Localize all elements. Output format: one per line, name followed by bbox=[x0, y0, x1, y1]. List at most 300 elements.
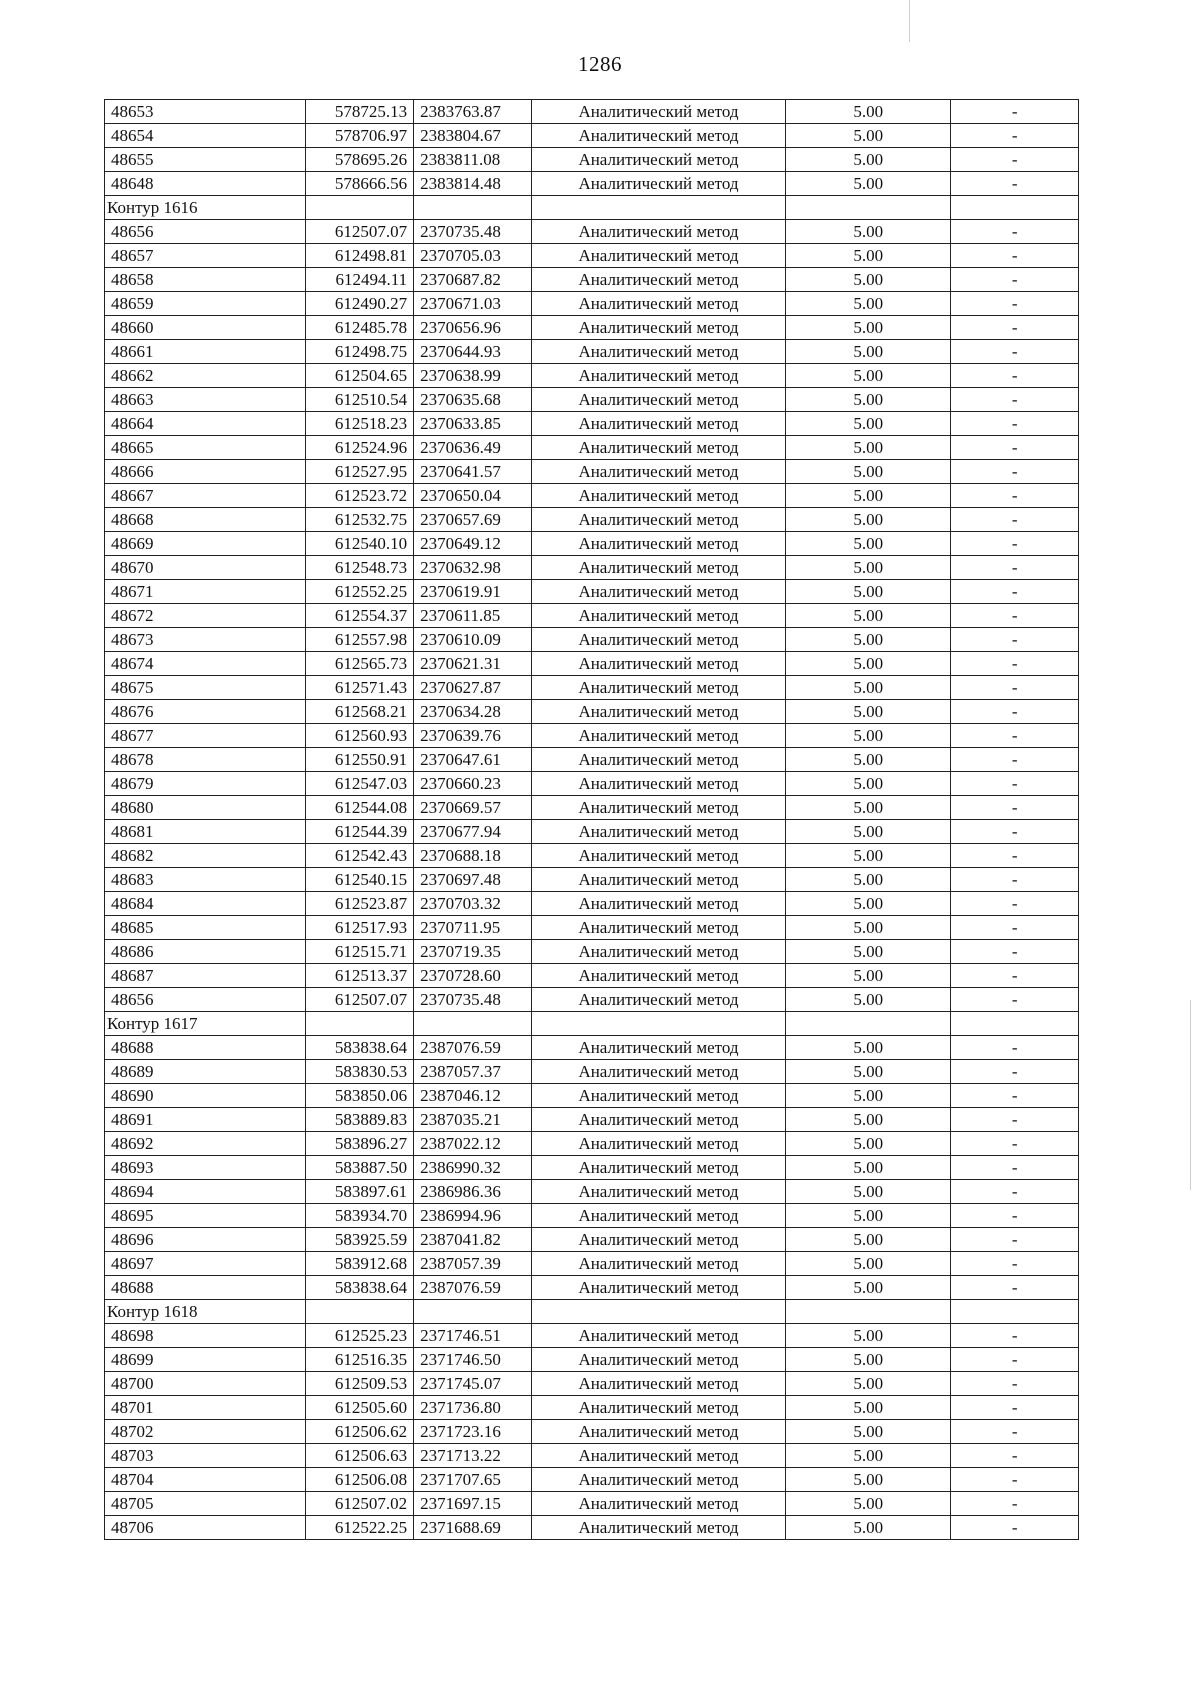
contour-label-cell: Контур 1617 bbox=[105, 1012, 306, 1036]
method-cell: Аналитический метод bbox=[531, 1252, 785, 1276]
error-value-cell: 5.00 bbox=[786, 340, 951, 364]
x-coordinate-cell: 612524.96 bbox=[306, 436, 414, 460]
method-cell: Аналитический метод bbox=[531, 820, 785, 844]
table-row bbox=[105, 892, 1079, 916]
y-coordinate-cell: 2370610.09 bbox=[414, 628, 532, 652]
note-cell: - bbox=[951, 1324, 1079, 1348]
note-cell: - bbox=[951, 748, 1079, 772]
note-cell: - bbox=[951, 1492, 1079, 1516]
table-row bbox=[105, 844, 1079, 868]
note-cell: - bbox=[951, 1396, 1079, 1420]
table-row bbox=[105, 988, 1079, 1012]
method-cell: Аналитический метод bbox=[531, 556, 785, 580]
point-id-cell: 48692 bbox=[105, 1132, 306, 1156]
note-cell: - bbox=[951, 268, 1079, 292]
method-cell: Аналитический метод bbox=[531, 1180, 785, 1204]
error-value-cell: 5.00 bbox=[786, 1468, 951, 1492]
point-id-cell: 48664 bbox=[105, 412, 306, 436]
point-id-cell: 48690 bbox=[105, 1084, 306, 1108]
error-value-cell: 5.00 bbox=[786, 1372, 951, 1396]
note-cell: - bbox=[951, 1228, 1079, 1252]
y-coordinate-cell: 2371745.07 bbox=[414, 1372, 532, 1396]
y-coordinate-cell: 2370635.68 bbox=[414, 388, 532, 412]
table-row bbox=[105, 1204, 1079, 1228]
y-coordinate-cell: 2387057.39 bbox=[414, 1252, 532, 1276]
x-coordinate-cell: 612504.65 bbox=[306, 364, 414, 388]
table-row bbox=[105, 292, 1079, 316]
x-coordinate-cell: 612517.93 bbox=[306, 916, 414, 940]
method-cell: Аналитический метод bbox=[531, 700, 785, 724]
y-coordinate-cell: 2387035.21 bbox=[414, 1108, 532, 1132]
method-cell: Аналитический метод bbox=[531, 1372, 785, 1396]
error-value-cell: 5.00 bbox=[786, 1252, 951, 1276]
empty-cell bbox=[306, 1300, 414, 1324]
point-id-cell: 48675 bbox=[105, 676, 306, 700]
error-value-cell: 5.00 bbox=[786, 436, 951, 460]
y-coordinate-cell: 2370711.95 bbox=[414, 916, 532, 940]
method-cell: Аналитический метод bbox=[531, 916, 785, 940]
note-cell: - bbox=[951, 1204, 1079, 1228]
error-value-cell: 5.00 bbox=[786, 1156, 951, 1180]
x-coordinate-cell: 612506.62 bbox=[306, 1420, 414, 1444]
note-cell: - bbox=[951, 844, 1079, 868]
x-coordinate-cell: 612494.11 bbox=[306, 268, 414, 292]
error-value-cell: 5.00 bbox=[786, 316, 951, 340]
x-coordinate-cell: 612510.54 bbox=[306, 388, 414, 412]
y-coordinate-cell: 2387022.12 bbox=[414, 1132, 532, 1156]
method-cell: Аналитический метод bbox=[531, 1084, 785, 1108]
x-coordinate-cell: 612571.43 bbox=[306, 676, 414, 700]
method-cell: Аналитический метод bbox=[531, 1444, 785, 1468]
method-cell: Аналитический метод bbox=[531, 364, 785, 388]
error-value-cell: 5.00 bbox=[786, 628, 951, 652]
empty-cell bbox=[531, 1300, 785, 1324]
table-row bbox=[105, 1468, 1079, 1492]
point-id-cell: 48680 bbox=[105, 796, 306, 820]
x-coordinate-cell: 612505.60 bbox=[306, 1396, 414, 1420]
y-coordinate-cell: 2387057.37 bbox=[414, 1060, 532, 1084]
note-cell: - bbox=[951, 940, 1079, 964]
method-cell: Аналитический метод bbox=[531, 748, 785, 772]
note-cell: - bbox=[951, 124, 1079, 148]
point-id-cell: 48688 bbox=[105, 1036, 306, 1060]
x-coordinate-cell: 583925.59 bbox=[306, 1228, 414, 1252]
error-value-cell: 5.00 bbox=[786, 820, 951, 844]
empty-cell bbox=[306, 196, 414, 220]
error-value-cell: 5.00 bbox=[786, 292, 951, 316]
note-cell: - bbox=[951, 820, 1079, 844]
x-coordinate-cell: 583934.70 bbox=[306, 1204, 414, 1228]
error-value-cell: 5.00 bbox=[786, 1204, 951, 1228]
error-value-cell: 5.00 bbox=[786, 148, 951, 172]
method-cell: Аналитический метод bbox=[531, 604, 785, 628]
x-coordinate-cell: 612509.53 bbox=[306, 1372, 414, 1396]
error-value-cell: 5.00 bbox=[786, 172, 951, 196]
method-cell: Аналитический метод bbox=[531, 940, 785, 964]
y-coordinate-cell: 2371746.51 bbox=[414, 1324, 532, 1348]
method-cell: Аналитический метод bbox=[531, 1420, 785, 1444]
error-value-cell: 5.00 bbox=[786, 532, 951, 556]
y-coordinate-cell: 2370688.18 bbox=[414, 844, 532, 868]
note-cell: - bbox=[951, 148, 1079, 172]
point-id-cell: 48695 bbox=[105, 1204, 306, 1228]
table-row bbox=[105, 316, 1079, 340]
method-cell: Аналитический метод bbox=[531, 340, 785, 364]
table-row bbox=[105, 1036, 1079, 1060]
point-id-cell: 48681 bbox=[105, 820, 306, 844]
x-coordinate-cell: 612525.23 bbox=[306, 1324, 414, 1348]
x-coordinate-cell: 583830.53 bbox=[306, 1060, 414, 1084]
table-row bbox=[105, 916, 1079, 940]
method-cell: Аналитический метод bbox=[531, 1228, 785, 1252]
point-id-cell: 48685 bbox=[105, 916, 306, 940]
error-value-cell: 5.00 bbox=[786, 460, 951, 484]
note-cell: - bbox=[951, 892, 1079, 916]
point-id-cell: 48670 bbox=[105, 556, 306, 580]
method-cell: Аналитический метод bbox=[531, 796, 785, 820]
y-coordinate-cell: 2387076.59 bbox=[414, 1276, 532, 1300]
error-value-cell: 5.00 bbox=[786, 1348, 951, 1372]
empty-cell bbox=[414, 1300, 532, 1324]
x-coordinate-cell: 612550.91 bbox=[306, 748, 414, 772]
table-row bbox=[105, 508, 1079, 532]
x-coordinate-cell: 612498.81 bbox=[306, 244, 414, 268]
error-value-cell: 5.00 bbox=[786, 772, 951, 796]
point-id-cell: 48679 bbox=[105, 772, 306, 796]
error-value-cell: 5.00 bbox=[786, 388, 951, 412]
method-cell: Аналитический метод bbox=[531, 508, 785, 532]
table-row bbox=[105, 964, 1079, 988]
point-id-cell: 48661 bbox=[105, 340, 306, 364]
error-value-cell: 5.00 bbox=[786, 268, 951, 292]
method-cell: Аналитический метод bbox=[531, 988, 785, 1012]
table-row bbox=[105, 1396, 1079, 1420]
error-value-cell: 5.00 bbox=[786, 940, 951, 964]
method-cell: Аналитический метод bbox=[531, 412, 785, 436]
x-coordinate-cell: 612490.27 bbox=[306, 292, 414, 316]
y-coordinate-cell: 2370650.04 bbox=[414, 484, 532, 508]
point-id-cell: 48694 bbox=[105, 1180, 306, 1204]
x-coordinate-cell: 583838.64 bbox=[306, 1276, 414, 1300]
error-value-cell: 5.00 bbox=[786, 1276, 951, 1300]
note-cell: - bbox=[951, 100, 1079, 124]
x-coordinate-cell: 612506.08 bbox=[306, 1468, 414, 1492]
y-coordinate-cell: 2370719.35 bbox=[414, 940, 532, 964]
note-cell: - bbox=[951, 1108, 1079, 1132]
table-row bbox=[105, 460, 1079, 484]
note-cell: - bbox=[951, 772, 1079, 796]
point-id-cell: 48678 bbox=[105, 748, 306, 772]
y-coordinate-cell: 2370636.49 bbox=[414, 436, 532, 460]
note-cell: - bbox=[951, 604, 1079, 628]
note-cell: - bbox=[951, 796, 1079, 820]
method-cell: Аналитический метод bbox=[531, 292, 785, 316]
point-id-cell: 48663 bbox=[105, 388, 306, 412]
y-coordinate-cell: 2370619.91 bbox=[414, 580, 532, 604]
x-coordinate-cell: 578666.56 bbox=[306, 172, 414, 196]
note-cell: - bbox=[951, 580, 1079, 604]
y-coordinate-cell: 2371723.16 bbox=[414, 1420, 532, 1444]
table-row bbox=[105, 724, 1079, 748]
error-value-cell: 5.00 bbox=[786, 508, 951, 532]
method-cell: Аналитический метод bbox=[531, 316, 785, 340]
note-cell: - bbox=[951, 532, 1079, 556]
table-row bbox=[105, 628, 1079, 652]
y-coordinate-cell: 2370639.76 bbox=[414, 724, 532, 748]
error-value-cell: 5.00 bbox=[786, 748, 951, 772]
coordinates-table bbox=[104, 99, 1079, 1540]
x-coordinate-cell: 612552.25 bbox=[306, 580, 414, 604]
table-row bbox=[105, 364, 1079, 388]
x-coordinate-cell: 612485.78 bbox=[306, 316, 414, 340]
point-id-cell: 48705 bbox=[105, 1492, 306, 1516]
y-coordinate-cell: 2370647.61 bbox=[414, 748, 532, 772]
table-row bbox=[105, 148, 1079, 172]
error-value-cell: 5.00 bbox=[786, 964, 951, 988]
note-cell: - bbox=[951, 364, 1079, 388]
error-value-cell: 5.00 bbox=[786, 1108, 951, 1132]
error-value-cell: 5.00 bbox=[786, 988, 951, 1012]
note-cell: - bbox=[951, 556, 1079, 580]
point-id-cell: 48669 bbox=[105, 532, 306, 556]
method-cell: Аналитический метод bbox=[531, 1156, 785, 1180]
table-row bbox=[105, 1060, 1079, 1084]
table-row bbox=[105, 604, 1079, 628]
x-coordinate-cell: 612523.87 bbox=[306, 892, 414, 916]
note-cell: - bbox=[951, 1372, 1079, 1396]
method-cell: Аналитический метод bbox=[531, 436, 785, 460]
y-coordinate-cell: 2371713.22 bbox=[414, 1444, 532, 1468]
y-coordinate-cell: 2370705.03 bbox=[414, 244, 532, 268]
empty-cell bbox=[786, 1300, 951, 1324]
table-row bbox=[105, 1228, 1079, 1252]
method-cell: Аналитический метод bbox=[531, 724, 785, 748]
point-id-cell: 48700 bbox=[105, 1372, 306, 1396]
method-cell: Аналитический метод bbox=[531, 484, 785, 508]
y-coordinate-cell: 2386994.96 bbox=[414, 1204, 532, 1228]
note-cell: - bbox=[951, 628, 1079, 652]
point-id-cell: 48666 bbox=[105, 460, 306, 484]
error-value-cell: 5.00 bbox=[786, 1492, 951, 1516]
note-cell: - bbox=[951, 1036, 1079, 1060]
note-cell: - bbox=[951, 868, 1079, 892]
table-row bbox=[105, 412, 1079, 436]
x-coordinate-cell: 583838.64 bbox=[306, 1036, 414, 1060]
point-id-cell: 48703 bbox=[105, 1444, 306, 1468]
note-cell: - bbox=[951, 1084, 1079, 1108]
table-row bbox=[105, 676, 1079, 700]
point-id-cell: 48656 bbox=[105, 988, 306, 1012]
error-value-cell: 5.00 bbox=[786, 652, 951, 676]
x-coordinate-cell: 612532.75 bbox=[306, 508, 414, 532]
empty-cell bbox=[951, 1012, 1079, 1036]
x-coordinate-cell: 612565.73 bbox=[306, 652, 414, 676]
method-cell: Аналитический метод bbox=[531, 1396, 785, 1420]
table-row bbox=[105, 1132, 1079, 1156]
method-cell: Аналитический метод bbox=[531, 1468, 785, 1492]
table-row bbox=[105, 748, 1079, 772]
table-row bbox=[105, 556, 1079, 580]
y-coordinate-cell: 2386986.36 bbox=[414, 1180, 532, 1204]
x-coordinate-cell: 612522.25 bbox=[306, 1516, 414, 1540]
table-row bbox=[105, 1372, 1079, 1396]
method-cell: Аналитический метод bbox=[531, 1132, 785, 1156]
point-id-cell: 48668 bbox=[105, 508, 306, 532]
y-coordinate-cell: 2370611.85 bbox=[414, 604, 532, 628]
y-coordinate-cell: 2370671.03 bbox=[414, 292, 532, 316]
x-coordinate-cell: 612498.75 bbox=[306, 340, 414, 364]
point-id-cell: 48673 bbox=[105, 628, 306, 652]
point-id-cell: 48672 bbox=[105, 604, 306, 628]
table-row bbox=[105, 100, 1079, 124]
note-cell: - bbox=[951, 964, 1079, 988]
note-cell: - bbox=[951, 916, 1079, 940]
note-cell: - bbox=[951, 1420, 1079, 1444]
scan-artifact-line bbox=[1190, 1000, 1191, 1190]
method-cell: Аналитический метод bbox=[531, 892, 785, 916]
point-id-cell: 48648 bbox=[105, 172, 306, 196]
x-coordinate-cell: 612542.43 bbox=[306, 844, 414, 868]
note-cell: - bbox=[951, 1444, 1079, 1468]
point-id-cell: 48665 bbox=[105, 436, 306, 460]
x-coordinate-cell: 612527.95 bbox=[306, 460, 414, 484]
y-coordinate-cell: 2370627.87 bbox=[414, 676, 532, 700]
y-coordinate-cell: 2370697.48 bbox=[414, 868, 532, 892]
method-cell: Аналитический метод bbox=[531, 100, 785, 124]
empty-cell bbox=[951, 1300, 1079, 1324]
point-id-cell: 48706 bbox=[105, 1516, 306, 1540]
method-cell: Аналитический метод bbox=[531, 676, 785, 700]
point-id-cell: 48658 bbox=[105, 268, 306, 292]
empty-cell bbox=[531, 1012, 785, 1036]
point-id-cell: 48704 bbox=[105, 1468, 306, 1492]
x-coordinate-cell: 612560.93 bbox=[306, 724, 414, 748]
y-coordinate-cell: 2383814.48 bbox=[414, 172, 532, 196]
y-coordinate-cell: 2370669.57 bbox=[414, 796, 532, 820]
point-id-cell: 48655 bbox=[105, 148, 306, 172]
point-id-cell: 48693 bbox=[105, 1156, 306, 1180]
note-cell: - bbox=[951, 1132, 1079, 1156]
error-value-cell: 5.00 bbox=[786, 1132, 951, 1156]
y-coordinate-cell: 2383811.08 bbox=[414, 148, 532, 172]
point-id-cell: 48697 bbox=[105, 1252, 306, 1276]
y-coordinate-cell: 2387076.59 bbox=[414, 1036, 532, 1060]
note-cell: - bbox=[951, 1516, 1079, 1540]
y-coordinate-cell: 2370687.82 bbox=[414, 268, 532, 292]
table-row bbox=[105, 580, 1079, 604]
point-id-cell: 48676 bbox=[105, 700, 306, 724]
contour-label-cell: Контур 1618 bbox=[105, 1300, 306, 1324]
x-coordinate-cell: 578695.26 bbox=[306, 148, 414, 172]
empty-cell bbox=[306, 1012, 414, 1036]
method-cell: Аналитический метод bbox=[531, 388, 785, 412]
y-coordinate-cell: 2371736.80 bbox=[414, 1396, 532, 1420]
method-cell: Аналитический метод bbox=[531, 148, 785, 172]
table-row bbox=[105, 532, 1079, 556]
note-cell: - bbox=[951, 292, 1079, 316]
error-value-cell: 5.00 bbox=[786, 796, 951, 820]
empty-cell bbox=[786, 1012, 951, 1036]
table-row bbox=[105, 268, 1079, 292]
error-value-cell: 5.00 bbox=[786, 100, 951, 124]
y-coordinate-cell: 2370657.69 bbox=[414, 508, 532, 532]
point-id-cell: 48682 bbox=[105, 844, 306, 868]
empty-cell bbox=[531, 196, 785, 220]
error-value-cell: 5.00 bbox=[786, 724, 951, 748]
note-cell: - bbox=[951, 652, 1079, 676]
error-value-cell: 5.00 bbox=[786, 244, 951, 268]
table-row bbox=[105, 1252, 1079, 1276]
empty-cell bbox=[951, 196, 1079, 220]
error-value-cell: 5.00 bbox=[786, 868, 951, 892]
x-coordinate-cell: 612544.39 bbox=[306, 820, 414, 844]
contour-header-row bbox=[105, 1300, 1079, 1324]
table-row bbox=[105, 1180, 1079, 1204]
error-value-cell: 5.00 bbox=[786, 676, 951, 700]
method-cell: Аналитический метод bbox=[531, 868, 785, 892]
error-value-cell: 5.00 bbox=[786, 364, 951, 388]
table-row bbox=[105, 1156, 1079, 1180]
error-value-cell: 5.00 bbox=[786, 580, 951, 604]
method-cell: Аналитический метод bbox=[531, 772, 785, 796]
point-id-cell: 48667 bbox=[105, 484, 306, 508]
y-coordinate-cell: 2386990.32 bbox=[414, 1156, 532, 1180]
point-id-cell: 48699 bbox=[105, 1348, 306, 1372]
table-row bbox=[105, 820, 1079, 844]
x-coordinate-cell: 578725.13 bbox=[306, 100, 414, 124]
point-id-cell: 48653 bbox=[105, 100, 306, 124]
method-cell: Аналитический метод bbox=[531, 220, 785, 244]
error-value-cell: 5.00 bbox=[786, 844, 951, 868]
method-cell: Аналитический метод bbox=[531, 460, 785, 484]
scan-artifact-line bbox=[909, 0, 910, 42]
note-cell: - bbox=[951, 460, 1079, 484]
table-row bbox=[105, 1348, 1079, 1372]
y-coordinate-cell: 2370621.31 bbox=[414, 652, 532, 676]
point-id-cell: 48683 bbox=[105, 868, 306, 892]
error-value-cell: 5.00 bbox=[786, 1324, 951, 1348]
method-cell: Аналитический метод bbox=[531, 1492, 785, 1516]
method-cell: Аналитический метод bbox=[531, 1036, 785, 1060]
x-coordinate-cell: 612523.72 bbox=[306, 484, 414, 508]
error-value-cell: 5.00 bbox=[786, 1084, 951, 1108]
x-coordinate-cell: 612557.98 bbox=[306, 628, 414, 652]
x-coordinate-cell: 612554.37 bbox=[306, 604, 414, 628]
point-id-cell: 48691 bbox=[105, 1108, 306, 1132]
error-value-cell: 5.00 bbox=[786, 1060, 951, 1084]
x-coordinate-cell: 612540.15 bbox=[306, 868, 414, 892]
y-coordinate-cell: 2370638.99 bbox=[414, 364, 532, 388]
point-id-cell: 48659 bbox=[105, 292, 306, 316]
error-value-cell: 5.00 bbox=[786, 1420, 951, 1444]
note-cell: - bbox=[951, 316, 1079, 340]
note-cell: - bbox=[951, 340, 1079, 364]
point-id-cell: 48657 bbox=[105, 244, 306, 268]
x-coordinate-cell: 583912.68 bbox=[306, 1252, 414, 1276]
table-row bbox=[105, 940, 1079, 964]
method-cell: Аналитический метод bbox=[531, 268, 785, 292]
note-cell: - bbox=[951, 244, 1079, 268]
x-coordinate-cell: 583897.61 bbox=[306, 1180, 414, 1204]
x-coordinate-cell: 612544.08 bbox=[306, 796, 414, 820]
error-value-cell: 5.00 bbox=[786, 412, 951, 436]
table-row bbox=[105, 244, 1079, 268]
y-coordinate-cell: 2387046.12 bbox=[414, 1084, 532, 1108]
note-cell: - bbox=[951, 1276, 1079, 1300]
table-row bbox=[105, 436, 1079, 460]
method-cell: Аналитический метод bbox=[531, 244, 785, 268]
method-cell: Аналитический метод bbox=[531, 1276, 785, 1300]
